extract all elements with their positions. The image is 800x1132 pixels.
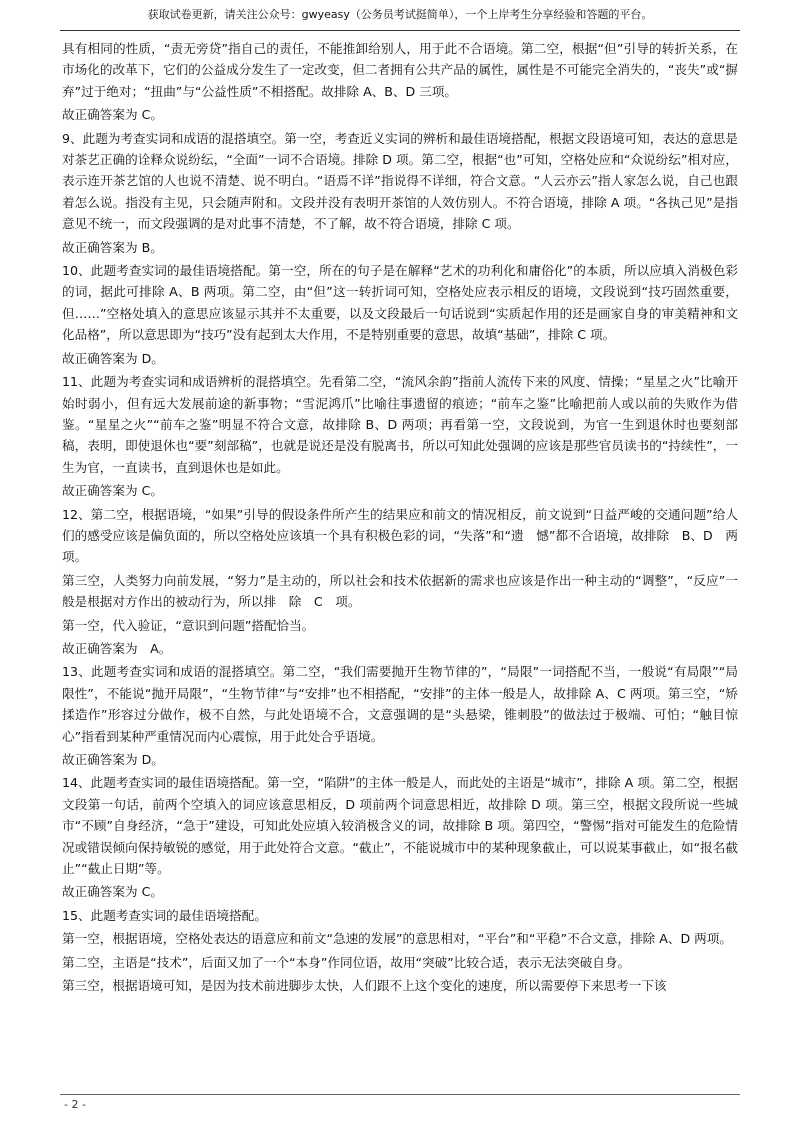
paragraph-question-15-part4: 第三空，根据语境可知，是因为技术前进脚步太快，人们跟不上这个变化的速度，所以需要停下来思考一下该 [62,978,667,994]
paragraph-question-11: 11、此题为考查实词和成语辨析的混搭填空。先看第二空，“流风余韵”指前人流传下来的风度、情操；“星星之火”比喻开始时弱小，但有远大发展前途的新事物；“雪泥鸿爪”比喻往事遗留的痕迹；“前车之鉴”比喻把前人或以前的失败作为借鉴。“星星之火”“前车之鉴”明显不符合文意，故排除 B、D 两项；再看第一空，文段说到，为官一生到退休时也要刻部稿，表明，即使退休也“要”刻部稿”，也就是说还是没有脱离书，所以可知此处强调的应该是那些官员读书的“持续性”，一生为官，一直读书，直到退休也是如此。 [62,374,738,475]
paragraph-question-15-part3: 第二空，主语是“技术”，后面又加了一个“本身”作同位语，故用“突破”比较合适，表示无法突破自身。 [62,954,631,970]
paragraph-question-14: 14、此题考查实词的最佳语境搭配。第一空，“陷阱”的主体一般是人，而此处的主语是“城市”，排除 A 项。第二空，根据文段第一句话，前两个空填入的词应该意思相反，D 项前两个词意思相近，故排除 D 项。第三空，根据文段所说一些城市“不顾”自身经济，“急于”建设，可知此处应填入较消极含义的词，故排除 B 项。第四空，“警惕”指对可能发生的危险情况或错误倾向保持敏锐的感觉，用于此处符合文意。“截止”，不能说城市中的某种现象截止，可以说某事截止，如“报名截止”“截止日期”等。 [62,775,738,877]
answer-9: 故正确答案为 B。 [62,239,163,255]
paragraph-question-12-part3: 第一空，代入验证，“意识到问题”搭配恰当。 [62,617,315,633]
answer-10: 故正确答案为 D。 [62,350,164,366]
answer-12: 故正确答案为 A。 [62,640,172,656]
paragraph-question-13: 13、此题考查实词和成语的混搭填空。第二空，“我们需要抛开生物节律的”，“局限”一词搭配不当，一般说“有局限”“局限性”，不能说“抛开局限”，“生物节律”与“安排”也不相搭配，“安排”的主体一般是人，故排除 A、C 两项。第三空，“矫揉造作”形容过分做作，极不自然，与此处语境不合，文意强调的是“头悬梁，锥刺股”的做法过于极端、可怕；“触目惊心”指看到某种严重情况而内心震惊，用于此处合乎语境。 [62,664,738,744]
footer-divider [60,1094,740,1095]
paragraph-question-10: 10、此题考查实词的最佳语境搭配。第一空，所在的句子是在解释“艺术的功利化和庸俗化”的本质，所以应填入消极色彩的词，据此可排除 A、B 两项。第二空，由“但”这一转折词可知，空格处应表示相反的语境，文段说到“技巧固然重要，但……”空格处填入的意思应该显示其并不太重要，以及文段最后一句话说到“实质起作用的还是画家自身的审美精神和文化品格”，所以意思即为“技巧”没有起到太大作用，不是特别重要的意思，故填“基础”，排除 C 项。 [62,263,738,343]
paragraph-question-9: 9、此题为考查实词和成语的混搭填空。第一空，考查近义实词的辨析和最佳语境搭配，根据文段语境可知，表达的意思是对茶艺正确的诠释众说纷纭，“全面”一词不合语境。排除 D 项。第二空，根据“也”可知，空格处应和“众说纷纭”相对应，表示连开茶艺馆的人也说不清楚、说不明白。“语焉不详”指说得不详细，符合文意。“人云亦云”指人家怎么说，自己也跟着怎么说。指没有主见，只会随声附和。文段并没有表明开茶馆的人效仿别人。不符合语境，排除 A 项。“各执己见”是指意见不统一，而文段强调的是对此事不清楚，不了解，故不符合语境，排除 C 项。 [62,130,738,232]
page-header: 获取试卷更新，请关注公众号：gwyeasy（公务员考试挺简单），一个上岸考生分享经验和答题的平台。 [147,8,653,21]
answer-8: 故正确答案为 C。 [62,107,163,123]
paragraph-question-15-part2: 第一空，根据语境，空格处表达的语意应和前文“急速的发展”的意思相对，“平台”和“平稳”不合文意，排除 A、D 两项。 [62,931,732,947]
paragraph-continuation-8: 具有相同的性质，“责无旁贷”指自己的责任，不能推卸给别人，用于此不合语境。第二空，根据“但”引导的转折关系，在市场化的改革下，它们的公益成分发生了一定改变，但二者拥有公共产品的属性，属性是不可能完全消失的，“丧失”或“摒弃”过于绝对；“扭曲”与“公益性质”不相搭配。故排除 A、B、D 三项。 [62,41,738,99]
answer-13: 故正确答案为 D。 [62,752,164,767]
answer-14: 故正确答案为 C。 [62,884,163,900]
document-body [62,38,738,998]
paragraph-question-12: 12、第二空，根据语境，“如果”引导的假设条件所产生的结果应和前文的情况相反，前文说到“日益严峻的交通问题”给人们的感受应该是偏负面的，所以空格处应该填一个具有积极色彩的词，“失落”和“遗 憾”都不合语境，故排除 B、D 两项。 [62,506,738,565]
answer-11: 故正确答案为 C。 [62,483,163,499]
paragraph-question-15: 15、此题考查实词的最佳语境搭配。 [62,907,267,923]
paragraph-question-12-part2: 第三空，人类努力向前发展，“努力”是主动的，所以社会和技术依据新的需求也应该是作出一种主动的“调整”，“反应”一般是根据对方作出的被动行为，所以排 除 C 项。 [62,572,738,610]
header-divider [60,30,740,31]
page-number: - 2 - [64,1098,86,1111]
